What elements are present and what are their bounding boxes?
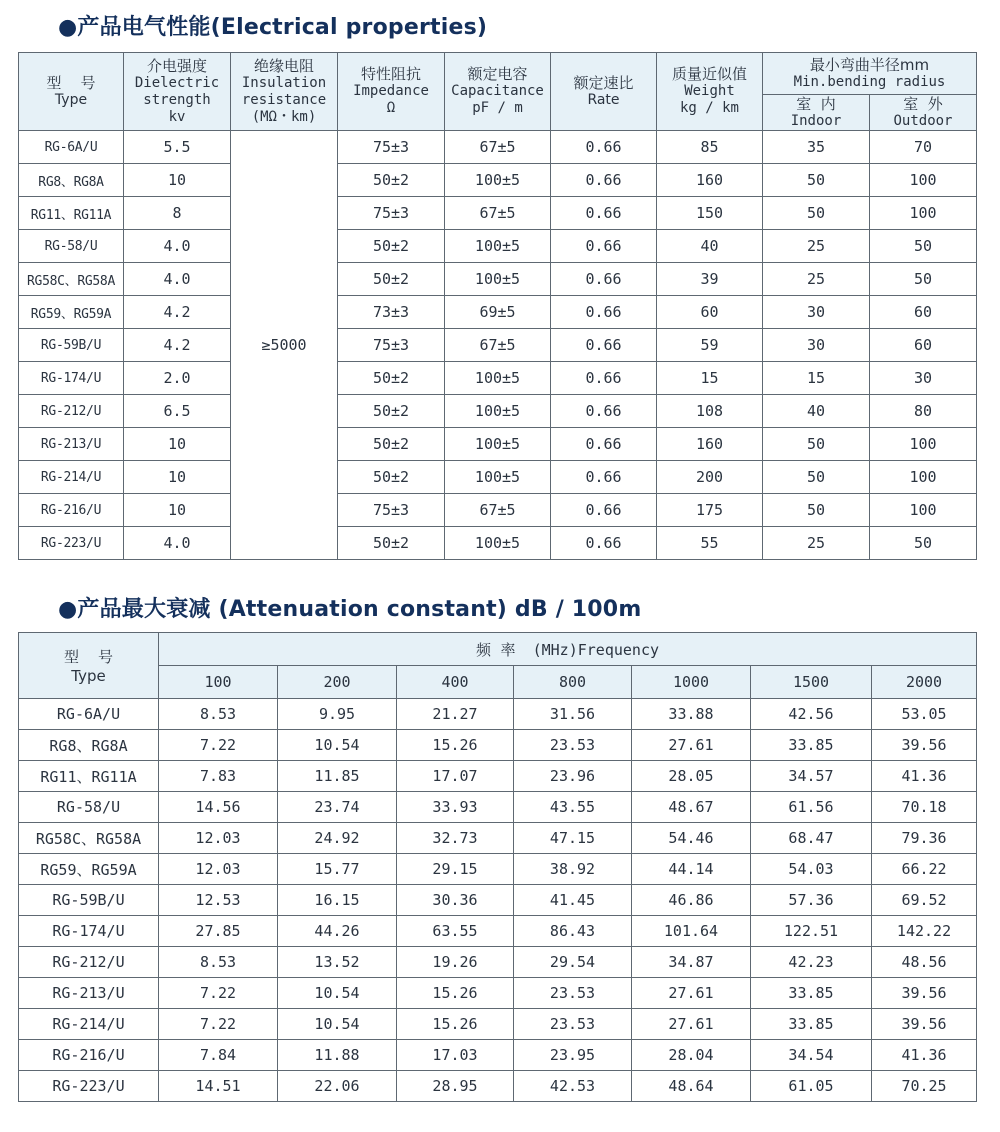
outdoor-radius-cell: 50 (870, 263, 977, 296)
impedance-cell: 50±2 (338, 395, 445, 428)
attenuation-cell: 12.03 (159, 854, 278, 885)
impedance-cell: 50±2 (338, 263, 445, 296)
outdoor-radius-cell: 80 (870, 395, 977, 428)
attenuation-title: ●产品最大衰减 (Attenuation constant) dB / 100m (58, 597, 642, 622)
capacitance-cell: 100±5 (445, 263, 551, 296)
rate-cell: 0.66 (551, 230, 657, 263)
weight-cell: 85 (657, 131, 763, 164)
capacitance-cell: 69±5 (445, 296, 551, 329)
attenuation-cell: 69.52 (872, 885, 977, 916)
model-cell: RG58C、RG58A (19, 823, 159, 854)
attenuation-cell: 46.86 (632, 885, 751, 916)
weight-cell: 108 (657, 395, 763, 428)
header-type: 型 号 Type (19, 633, 159, 699)
attenuation-cell: 34.54 (751, 1040, 872, 1071)
outdoor-radius-cell: 100 (870, 164, 977, 197)
attenuation-cell: 23.96 (514, 761, 632, 792)
attenuation-cell: 53.05 (872, 699, 977, 730)
frequency-header: 400 (397, 666, 514, 699)
attenuation-cell: 7.84 (159, 1040, 278, 1071)
header-dielectric: 介电强度 Dielectric strength kv (124, 53, 231, 131)
attenuation-cell: 41.45 (514, 885, 632, 916)
table-row (19, 263, 977, 296)
model-cell: RG-58/U (19, 230, 124, 263)
table-row (19, 494, 977, 527)
attenuation-cell: 48.67 (632, 792, 751, 823)
frequency-header: 1000 (632, 666, 751, 699)
attenuation-cell: 24.92 (278, 823, 397, 854)
impedance-cell: 50±2 (338, 527, 445, 560)
attenuation-cell: 23.95 (514, 1040, 632, 1071)
attenuation-cell: 21.27 (397, 699, 514, 730)
model-cell: RG-223/U (19, 1071, 159, 1102)
outdoor-radius-cell: 100 (870, 197, 977, 230)
outdoor-radius-cell: 60 (870, 329, 977, 362)
weight-cell: 39 (657, 263, 763, 296)
table-row (19, 916, 977, 947)
indoor-radius-cell: 50 (763, 494, 870, 527)
attenuation-cell: 23.74 (278, 792, 397, 823)
attenuation-cell: 23.53 (514, 1009, 632, 1040)
outdoor-radius-cell: 50 (870, 527, 977, 560)
header-type: 型 号 Type (19, 53, 124, 131)
attenuation-cell: 15.26 (397, 978, 514, 1009)
weight-cell: 15 (657, 362, 763, 395)
attenuation-cell: 9.95 (278, 699, 397, 730)
model-cell: RG-174/U (19, 916, 159, 947)
rate-cell: 0.66 (551, 131, 657, 164)
attenuation-cell: 27.61 (632, 978, 751, 1009)
attenuation-cell: 66.22 (872, 854, 977, 885)
indoor-radius-cell: 25 (763, 527, 870, 560)
capacitance-cell: 100±5 (445, 527, 551, 560)
indoor-radius-cell: 50 (763, 164, 870, 197)
model-cell: RG8、RG8A (19, 164, 124, 197)
impedance-cell: 50±2 (338, 164, 445, 197)
model-cell: RG-212/U (19, 947, 159, 978)
table-row (19, 461, 977, 494)
indoor-radius-cell: 50 (763, 197, 870, 230)
indoor-radius-cell: 25 (763, 230, 870, 263)
attenuation-cell: 12.53 (159, 885, 278, 916)
attenuation-cell: 8.53 (159, 947, 278, 978)
rate-cell: 0.66 (551, 197, 657, 230)
model-cell: RG-214/U (19, 1009, 159, 1040)
weight-cell: 200 (657, 461, 763, 494)
table-row (19, 362, 977, 395)
attenuation-cell: 28.95 (397, 1071, 514, 1102)
attenuation-cell: 54.46 (632, 823, 751, 854)
table-row (19, 1071, 977, 1102)
attenuation-cell: 15.26 (397, 1009, 514, 1040)
outdoor-radius-cell: 100 (870, 461, 977, 494)
table-row (19, 792, 977, 823)
model-cell: RG-6A/U (19, 131, 124, 164)
indoor-radius-cell: 25 (763, 263, 870, 296)
model-cell: RG-214/U (19, 461, 124, 494)
capacitance-cell: 100±5 (445, 164, 551, 197)
table-row (19, 947, 977, 978)
table-row (19, 823, 977, 854)
indoor-radius-cell: 35 (763, 131, 870, 164)
attenuation-cell: 23.53 (514, 730, 632, 761)
table-row (19, 885, 977, 916)
table-row (19, 854, 977, 885)
header-bending-radius: 最小弯曲半径mm Min.bending radius (763, 53, 977, 95)
attenuation-cell: 39.56 (872, 730, 977, 761)
model-cell: RG-216/U (19, 494, 124, 527)
table-row (19, 296, 977, 329)
frequency-header: 200 (278, 666, 397, 699)
weight-cell: 160 (657, 428, 763, 461)
electrical-properties-title: ●产品电气性能(Electrical properties) (58, 15, 488, 40)
capacitance-cell: 100±5 (445, 395, 551, 428)
header-frequency: 频 率 (MHz)Frequency (159, 633, 977, 666)
insulation-cell: ≥5000 (231, 131, 338, 560)
weight-cell: 160 (657, 164, 763, 197)
attenuation-cell: 11.88 (278, 1040, 397, 1071)
attenuation-cell: 43.55 (514, 792, 632, 823)
attenuation-cell: 42.23 (751, 947, 872, 978)
header-weight: 质量近似值 Weight kg / km (657, 53, 763, 131)
model-cell: RG59、RG59A (19, 854, 159, 885)
capacitance-cell: 67±5 (445, 494, 551, 527)
weight-cell: 55 (657, 527, 763, 560)
indoor-radius-cell: 50 (763, 461, 870, 494)
attenuation-cell: 11.85 (278, 761, 397, 792)
table-row (19, 230, 977, 263)
rate-cell: 0.66 (551, 527, 657, 560)
table-row (19, 1009, 977, 1040)
dielectric-cell: 10 (124, 461, 231, 494)
weight-cell: 175 (657, 494, 763, 527)
attenuation-cell: 61.56 (751, 792, 872, 823)
model-cell: RG-174/U (19, 362, 124, 395)
attenuation-cell: 63.55 (397, 916, 514, 947)
attenuation-cell: 19.26 (397, 947, 514, 978)
impedance-cell: 50±2 (338, 461, 445, 494)
frequency-header: 100 (159, 666, 278, 699)
outdoor-radius-cell: 60 (870, 296, 977, 329)
table-row (19, 1040, 977, 1071)
attenuation-cell: 16.15 (278, 885, 397, 916)
attenuation-cell: 7.22 (159, 1009, 278, 1040)
model-cell: RG-212/U (19, 395, 124, 428)
model-cell: RG11、RG11A (19, 197, 124, 230)
frequency-header: 800 (514, 666, 632, 699)
attenuation-cell: 17.03 (397, 1040, 514, 1071)
outdoor-radius-cell: 70 (870, 131, 977, 164)
impedance-cell: 75±3 (338, 197, 445, 230)
header-rate: 额定速比 Rate (551, 53, 657, 131)
dielectric-cell: 10 (124, 164, 231, 197)
attenuation-cell: 48.64 (632, 1071, 751, 1102)
impedance-cell: 75±3 (338, 329, 445, 362)
attenuation-cell: 34.57 (751, 761, 872, 792)
table-row (19, 395, 977, 428)
table-row (19, 131, 977, 164)
table-row (19, 329, 977, 362)
attenuation-cell: 48.56 (872, 947, 977, 978)
header-outdoor: 室 外 Outdoor (870, 95, 977, 131)
frequency-header: 1500 (751, 666, 872, 699)
model-cell: RG-6A/U (19, 699, 159, 730)
attenuation-cell: 10.54 (278, 978, 397, 1009)
rate-cell: 0.66 (551, 164, 657, 197)
model-cell: RG-223/U (19, 527, 124, 560)
attenuation-cell: 41.36 (872, 1040, 977, 1071)
rate-cell: 0.66 (551, 362, 657, 395)
attenuation-cell: 13.52 (278, 947, 397, 978)
table-row (19, 978, 977, 1009)
header-indoor: 室 内 Indoor (763, 95, 870, 131)
model-cell: RG11、RG11A (19, 761, 159, 792)
model-cell: RG8、RG8A (19, 730, 159, 761)
attenuation-cell: 70.25 (872, 1071, 977, 1102)
impedance-cell: 73±3 (338, 296, 445, 329)
model-cell: RG-59B/U (19, 885, 159, 916)
header-insulation: 绝缘电阻 Insulation resistance (MΩ・km) (231, 53, 338, 131)
attenuation-cell: 31.56 (514, 699, 632, 730)
indoor-radius-cell: 15 (763, 362, 870, 395)
table-row (19, 428, 977, 461)
table-row (19, 197, 977, 230)
header-capacitance: 额定电容 Capacitance pF / m (445, 53, 551, 131)
attenuation-cell: 42.53 (514, 1071, 632, 1102)
rate-cell: 0.66 (551, 395, 657, 428)
attenuation-table (18, 632, 977, 1102)
attenuation-cell: 38.92 (514, 854, 632, 885)
model-cell: RG59、RG59A (19, 296, 124, 329)
attenuation-cell: 79.36 (872, 823, 977, 854)
attenuation-cell: 27.61 (632, 730, 751, 761)
attenuation-cell: 33.85 (751, 1009, 872, 1040)
dielectric-cell: 4.2 (124, 296, 231, 329)
attenuation-cell: 14.56 (159, 792, 278, 823)
rate-cell: 0.66 (551, 494, 657, 527)
attenuation-cell: 7.83 (159, 761, 278, 792)
attenuation-cell: 10.54 (278, 730, 397, 761)
attenuation-cell: 7.22 (159, 978, 278, 1009)
attenuation-cell: 57.36 (751, 885, 872, 916)
dielectric-cell: 8 (124, 197, 231, 230)
capacitance-cell: 100±5 (445, 428, 551, 461)
attenuation-cell: 28.04 (632, 1040, 751, 1071)
attenuation-cell: 12.03 (159, 823, 278, 854)
attenuation-cell: 14.51 (159, 1071, 278, 1102)
weight-cell: 60 (657, 296, 763, 329)
attenuation-cell: 39.56 (872, 1009, 977, 1040)
attenuation-cell: 29.15 (397, 854, 514, 885)
attenuation-cell: 15.26 (397, 730, 514, 761)
outdoor-radius-cell: 100 (870, 494, 977, 527)
model-cell: RG-213/U (19, 978, 159, 1009)
attenuation-cell: 101.64 (632, 916, 751, 947)
attenuation-cell: 34.87 (632, 947, 751, 978)
attenuation-cell: 27.85 (159, 916, 278, 947)
attenuation-cell: 47.15 (514, 823, 632, 854)
table-row (19, 699, 977, 730)
impedance-cell: 75±3 (338, 494, 445, 527)
table-row (19, 164, 977, 197)
dielectric-cell: 10 (124, 428, 231, 461)
attenuation-cell: 54.03 (751, 854, 872, 885)
rate-cell: 0.66 (551, 263, 657, 296)
dielectric-cell: 2.0 (124, 362, 231, 395)
attenuation-cell: 33.85 (751, 978, 872, 1009)
impedance-cell: 75±3 (338, 131, 445, 164)
attenuation-cell: 7.22 (159, 730, 278, 761)
rate-cell: 0.66 (551, 296, 657, 329)
attenuation-cell: 32.73 (397, 823, 514, 854)
attenuation-cell: 86.43 (514, 916, 632, 947)
outdoor-radius-cell: 50 (870, 230, 977, 263)
outdoor-radius-cell: 100 (870, 428, 977, 461)
indoor-radius-cell: 30 (763, 296, 870, 329)
dielectric-cell: 4.2 (124, 329, 231, 362)
attenuation-cell: 29.54 (514, 947, 632, 978)
attenuation-cell: 28.05 (632, 761, 751, 792)
model-cell: RG-213/U (19, 428, 124, 461)
outdoor-radius-cell: 30 (870, 362, 977, 395)
attenuation-cell: 10.54 (278, 1009, 397, 1040)
attenuation-cell: 33.88 (632, 699, 751, 730)
dielectric-cell: 4.0 (124, 263, 231, 296)
table-row (19, 730, 977, 761)
attenuation-cell: 68.47 (751, 823, 872, 854)
indoor-radius-cell: 40 (763, 395, 870, 428)
rate-cell: 0.66 (551, 428, 657, 461)
weight-cell: 150 (657, 197, 763, 230)
electrical-properties-table (18, 52, 977, 560)
dielectric-cell: 4.0 (124, 527, 231, 560)
attenuation-cell: 22.06 (278, 1071, 397, 1102)
indoor-radius-cell: 30 (763, 329, 870, 362)
dielectric-cell: 6.5 (124, 395, 231, 428)
capacitance-cell: 67±5 (445, 197, 551, 230)
impedance-cell: 50±2 (338, 362, 445, 395)
capacitance-cell: 100±5 (445, 230, 551, 263)
dielectric-cell: 4.0 (124, 230, 231, 263)
attenuation-cell: 17.07 (397, 761, 514, 792)
table-row (19, 761, 977, 792)
model-cell: RG-216/U (19, 1040, 159, 1071)
dielectric-cell: 5.5 (124, 131, 231, 164)
attenuation-cell: 15.77 (278, 854, 397, 885)
attenuation-cell: 23.53 (514, 978, 632, 1009)
attenuation-cell: 44.26 (278, 916, 397, 947)
attenuation-cell: 33.85 (751, 730, 872, 761)
capacitance-cell: 100±5 (445, 461, 551, 494)
header-impedance: 特性阻抗 Impedance Ω (338, 53, 445, 131)
attenuation-cell: 39.56 (872, 978, 977, 1009)
impedance-cell: 50±2 (338, 230, 445, 263)
weight-cell: 40 (657, 230, 763, 263)
attenuation-cell: 122.51 (751, 916, 872, 947)
table-row (19, 527, 977, 560)
dielectric-cell: 10 (124, 494, 231, 527)
attenuation-cell: 44.14 (632, 854, 751, 885)
capacitance-cell: 67±5 (445, 131, 551, 164)
rate-cell: 0.66 (551, 329, 657, 362)
indoor-radius-cell: 50 (763, 428, 870, 461)
attenuation-cell: 27.61 (632, 1009, 751, 1040)
attenuation-cell: 30.36 (397, 885, 514, 916)
attenuation-cell: 42.56 (751, 699, 872, 730)
weight-cell: 59 (657, 329, 763, 362)
attenuation-cell: 8.53 (159, 699, 278, 730)
capacitance-cell: 67±5 (445, 329, 551, 362)
attenuation-cell: 61.05 (751, 1071, 872, 1102)
capacitance-cell: 100±5 (445, 362, 551, 395)
attenuation-cell: 41.36 (872, 761, 977, 792)
attenuation-cell: 33.93 (397, 792, 514, 823)
attenuation-cell: 142.22 (872, 916, 977, 947)
attenuation-cell: 70.18 (872, 792, 977, 823)
model-cell: RG58C、RG58A (19, 263, 124, 296)
rate-cell: 0.66 (551, 461, 657, 494)
frequency-header: 2000 (872, 666, 977, 699)
impedance-cell: 50±2 (338, 428, 445, 461)
model-cell: RG-59B/U (19, 329, 124, 362)
model-cell: RG-58/U (19, 792, 159, 823)
